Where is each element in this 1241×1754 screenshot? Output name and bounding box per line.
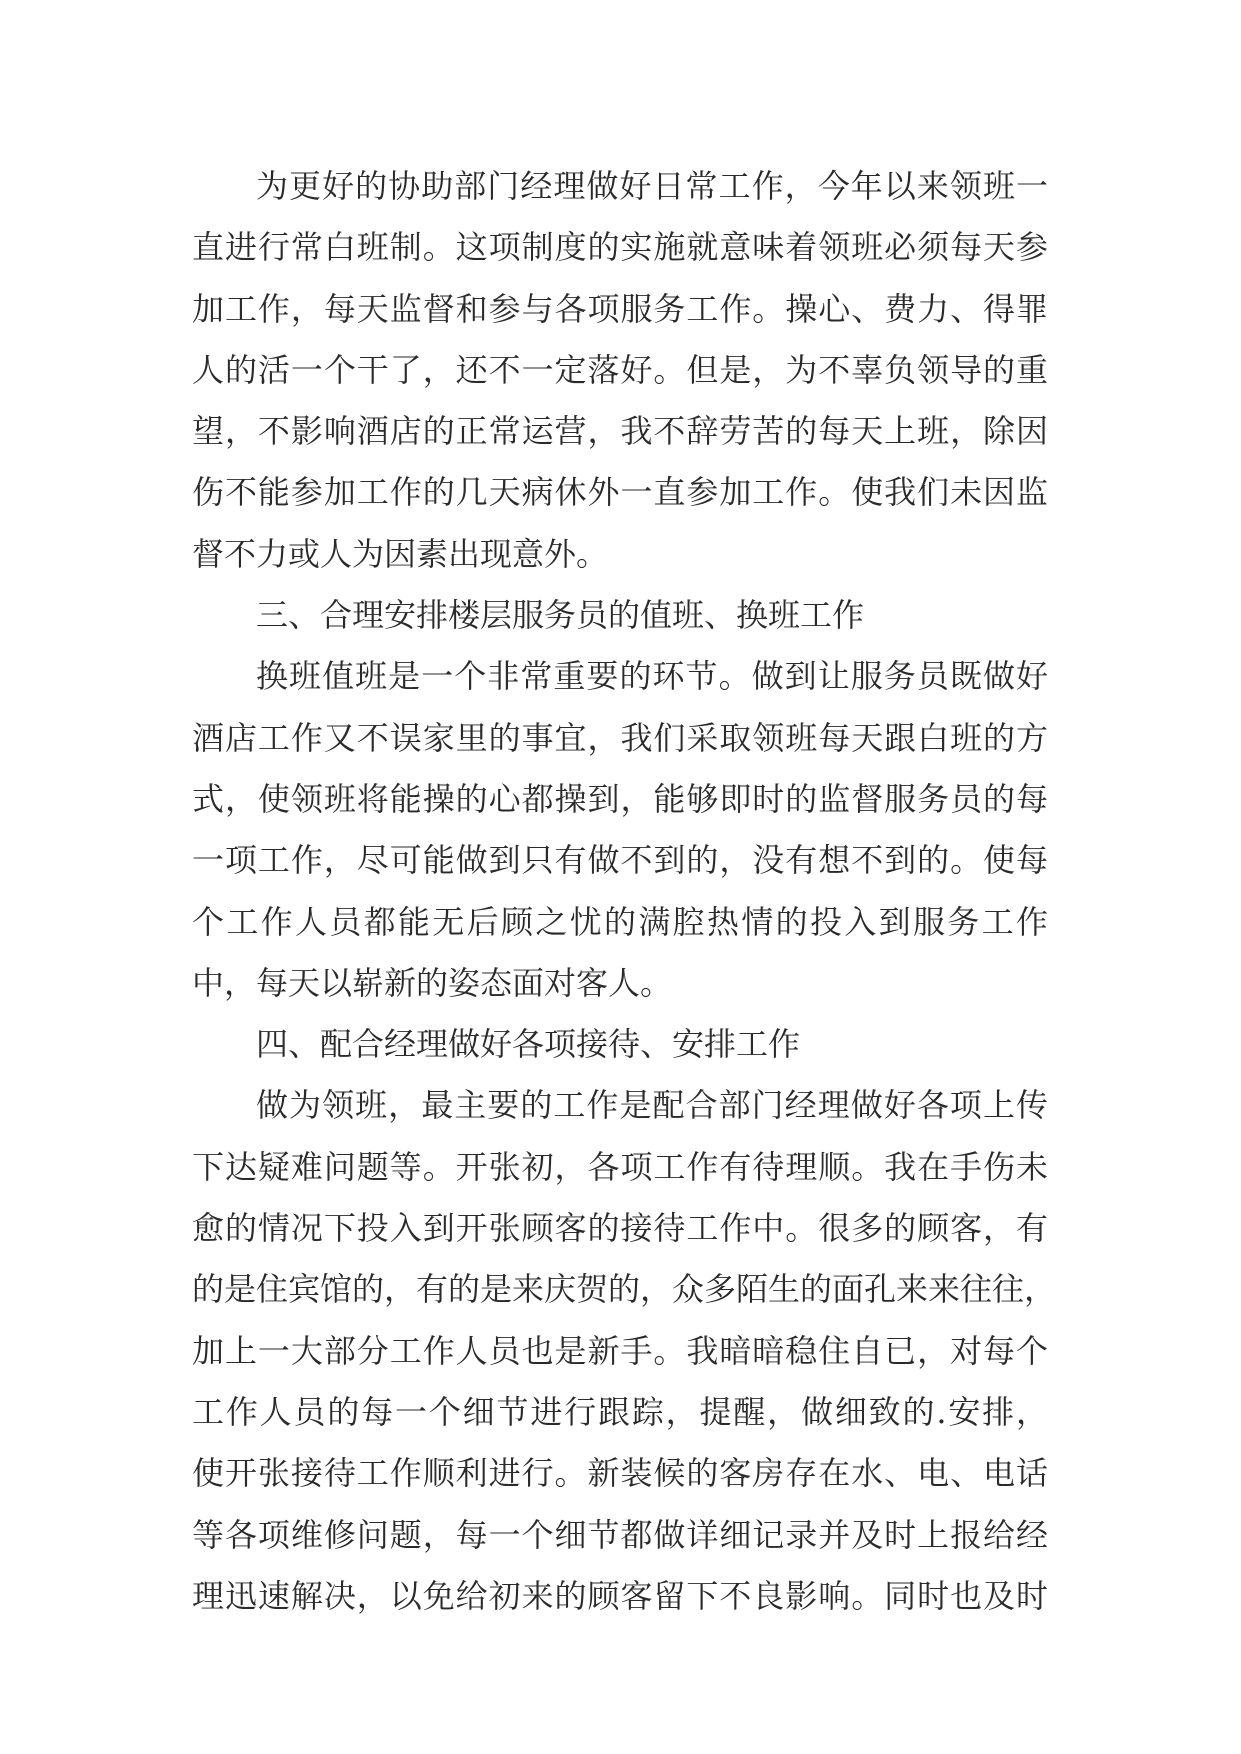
text-line: 工作人员的每一个细节进行跟踪，提醒，做细致的.安排， bbox=[192, 1392, 1048, 1431]
text-line: 加工作，每天监督和参与各项服务工作。操心、费力、得罪 bbox=[192, 289, 1048, 328]
paragraph-first-line: 四、配合经理做好各项接待、安排工作 bbox=[256, 1025, 801, 1064]
text-line: 使开张接待工作顺利进行。新装候的客房存在水、电、电话 bbox=[192, 1454, 1048, 1493]
paragraph-first-line: 做为领班，最主要的工作是配合部门经理做好各项上传 bbox=[256, 1086, 1048, 1125]
text-line: 的是住宾馆的，有的是来庆贺的，众多陌生的面孔来来往往， bbox=[192, 1270, 1057, 1309]
text-line: 望，不影响酒店的正常运营，我不辞劳苦的每天上班，除因 bbox=[192, 412, 1048, 451]
text-line: 伤不能参加工作的几天病休外一直参加工作。使我们未因监 bbox=[192, 473, 1048, 512]
text-line: 酒店工作又不误家里的事宜，我们采取领班每天跟白班的方 bbox=[192, 718, 1048, 757]
text-line: 式，使领班将能操的心都操到，能够即时的监督服务员的每 bbox=[192, 779, 1048, 818]
text-line: 等各项维修问题，每一个细节都做详细记录并及时上报给经 bbox=[192, 1515, 1048, 1554]
text-line: 人的活一个干了，还不一定落好。但是，为不辜负领导的重 bbox=[192, 350, 1048, 389]
text-line: 直进行常白班制。这项制度的实施就意味着领班必须每天参 bbox=[192, 228, 1048, 267]
document-body bbox=[192, 156, 1057, 1627]
paragraph-first-line: 三、合理安排楼层服务员的值班、换班工作 bbox=[256, 596, 865, 635]
text-line: 一项工作，尽可能做到只有做不到的，没有想不到的。使每 bbox=[192, 841, 1048, 880]
text-line: 个工作人员都能无后顾之忧的满腔热情的投入到服务工作 bbox=[192, 902, 1048, 941]
paragraph-first-line: 为更好的协助部门经理做好日常工作，今年以来领班一 bbox=[256, 167, 1048, 205]
text-line: 愈的情况下投入到开张顾客的接待工作中。很多的顾客，有 bbox=[192, 1209, 1048, 1248]
paragraph-first-line: 换班值班是一个非常重要的环节。做到让服务员既做好 bbox=[256, 657, 1048, 696]
text-line: 督不力或人为因素出现意外。 bbox=[192, 534, 609, 573]
text-line: 下达疑难问题等。开张初，各项工作有待理顺。我在手伤未 bbox=[192, 1147, 1048, 1186]
text-line: 中，每天以崭新的姿态面对客人。 bbox=[192, 963, 673, 1002]
text-line: 理迅速解决，以免给初来的顾客留下不良影响。同时也及时 bbox=[192, 1576, 1048, 1615]
text-line: 加上一大部分工作人员也是新手。我暗暗稳住自已，对每个 bbox=[192, 1331, 1048, 1370]
